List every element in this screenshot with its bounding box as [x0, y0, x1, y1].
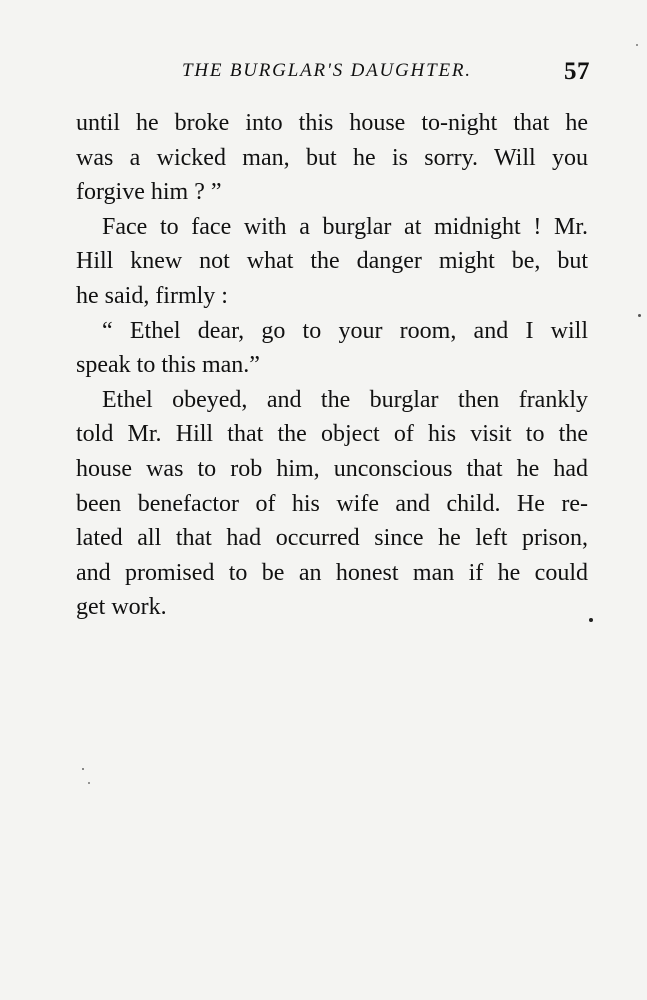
text-line: forgive him ? ”: [76, 179, 222, 206]
text-line: lated all that had occurred since he left prison,: [76, 525, 588, 552]
text-line: Face to face with a burglar at midnight ! Mr.: [102, 213, 588, 240]
text-line: get work.: [76, 594, 167, 621]
text-line: was a wicked man, but he is sorry. Will you: [76, 144, 588, 171]
text-line: house was to rob him, unconscious that he had: [76, 455, 588, 482]
text-line: he said, firmly :: [76, 282, 228, 309]
text-line: speak to this man.”: [76, 352, 260, 379]
ink-speck: [636, 44, 638, 46]
text-line: been benefactor of his wife and child. He re-: [76, 490, 588, 517]
ink-speck: [82, 768, 84, 770]
running-head: [74, 58, 590, 92]
body-text: [76, 106, 588, 625]
ink-speck: [88, 782, 90, 784]
text-line: Ethel obeyed, and the burglar then frankly: [102, 386, 588, 413]
text-line: “ Ethel dear, go to your room, and I will: [102, 317, 588, 344]
ink-speck: [589, 618, 593, 622]
text-line: Hill knew not what the danger might be, but: [76, 248, 588, 275]
ink-speck: [638, 314, 641, 317]
running-title: THE BURGLAR'S DAUGHTER.: [182, 60, 472, 81]
text-line: and promised to be an honest man if he could: [76, 559, 588, 586]
text-line: told Mr. Hill that the object of his visit to the: [76, 421, 588, 448]
page-number: 57: [564, 58, 590, 85]
text-line: until he broke into this house to-night that he: [76, 110, 588, 136]
